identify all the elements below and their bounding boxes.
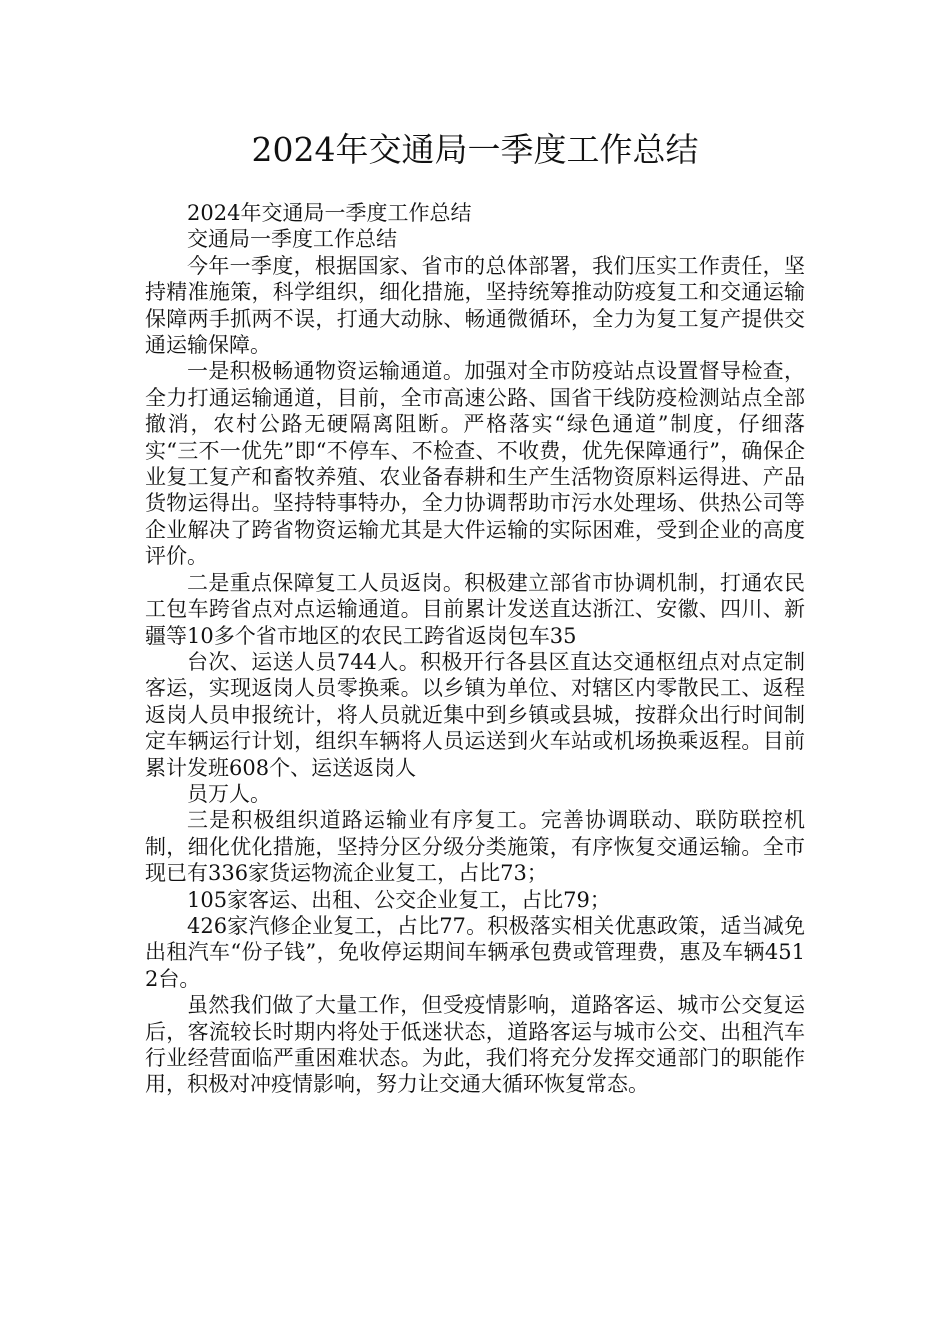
- paragraph-repeated-title: 2024年交通局一季度工作总结: [187, 201, 472, 225]
- paragraph-subtitle: 交通局一季度工作总结: [187, 227, 397, 252]
- paragraph-section-two: 二是重点保障复工人员返岗。积极建立部省市协调机制，打通农民工包车跨省点对点运输通道。目前累计发送直达浙江、安徽、四川、新疆等10多个省市地区的农民工跨省返岗包车35: [145, 570, 805, 648]
- paragraph-conclusion: 虽然我们做了大量工作，但受疫情影响，道路客运、城市公交复运后，客流较长时期内将处于低迷状态，道路客运与城市公交、出租汽车行业经营面临严重困难状态。为此，我们将充分发挥交通部门的职能作用，积极对冲疫情影响，努力让交通大循环恢复常态。: [145, 993, 805, 1097]
- paragraph-section-three-repair: 426家汽修企业复工，占比77。积极落实相关优惠政策，适当减免出租汽车“份子钱”，免收停运期间车辆承包费或管理费，惠及车辆4512台。: [145, 913, 805, 991]
- document-body: [145, 200, 805, 1098]
- paragraph-section-three-passenger: 105家客运、出租、公交企业复工，占比79；: [187, 887, 611, 912]
- paragraph-section-three: 三是积极组织道路运输业有序复工。完善协调联动、联防联控机制，细化优化措施，坚持分区分级分类施策，有序恢复交通运输。全市现已有336家货运物流企业复工，占比73；: [145, 808, 805, 886]
- document-title: 2024年交通局一季度工作总结: [251, 130, 699, 169]
- paragraph-section-two-continued: 台次、运送人员744人。积极开行各县区直达交通枢纽点对点定制客运，实现返岗人员零换乘。以乡镇为单位、对辖区内零散民工、返程返岗人员申报统计，将人员就近集中到乡镇或县城，按群众出行时间制定车辆运行计划，组织车辆将人员运送到火车站或机场换乘返程。目前累计发班608个、运送返岗人: [145, 649, 805, 780]
- paragraph-section-one: 一是积极畅通物资运输通道。加强对全市防疫站点设置督导检查，全力打通运输通道，目前，全市高速公路、国省干线防疫检测站点全部撤消，农村公路无硬隔离阻断。严格落实“绿色通道”制度，仔细落实“三不一优先”即“不停车、不检查、不收费，优先保障通行”，确保企业复工复产和畜牧养殖、农业备春耕和生产生活物资原料运得进、产品货物运得出。坚持特事特办，全力协调帮助市污水处理场、供热公司等企业解决了跨省物资运输尤其是大件运输的实际困难，受到企业的高度评价。: [145, 359, 805, 569]
- paragraph-intro: 今年一季度，根据国家、省市的总体部署，我们压实工作责任，坚持精准施策，科学组织，细化措施，坚持统筹推动防疫复工和交通运输保障两手抓两不误，打通大动脉、畅通微循环，全力为复工复产提供交通运输保障。: [145, 253, 805, 358]
- paragraph-section-two-end: 员万人。: [187, 781, 271, 806]
